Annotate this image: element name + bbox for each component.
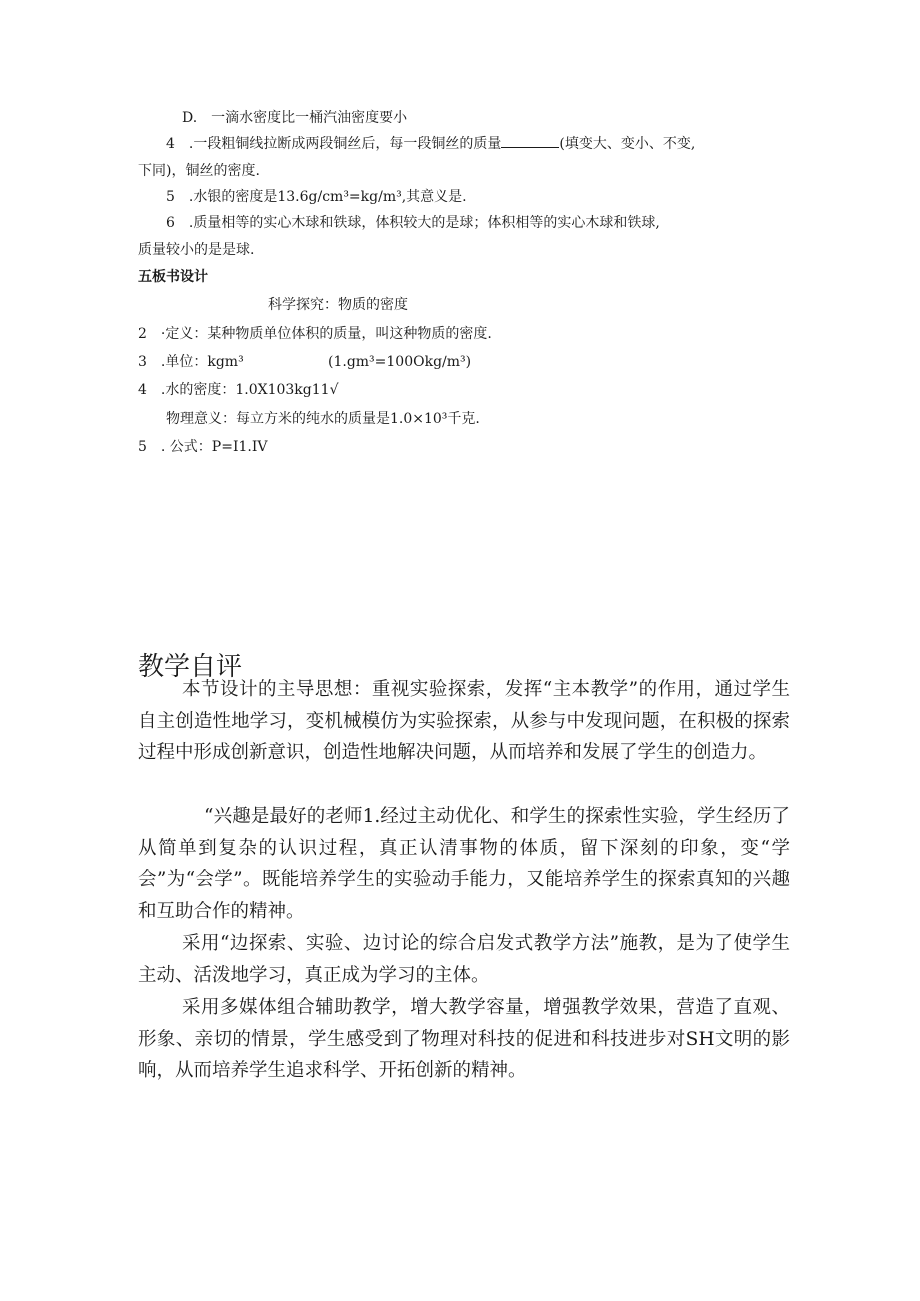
review-paragraph-1: 本节设计的主导思想：重视实验探索，发挥“主本教学”的作用，通过学生自主创造性地学习，变机械模仿为实验探索，从参与中发现问题，在积极的探索过程中形成创新意识，创造性地解决问题，从而培养和发展了学生的创造力。 [138,679,790,763]
review-paragraph-4: 采用多媒体组合辅助教学，增大教学容量，增强教学效果，营造了直观、形象、亲切的情景，学生感受到了物理对科技的促进和科技进步对SH文明的影响，从而培养学生追求科学、开拓创新的精神。 [138,997,790,1081]
question-6-line-1: 6 .质量相等的实心木球和铁球，体积较大的是球；体积相等的实心木球和铁球, [166,215,660,231]
question-6-line-2: 质量较小的是是球. [138,242,255,258]
unit-conversion-note: (1.gm³=100Okg∕m³) [328,354,472,370]
unit-item: 3 .单位：kgm³ [138,354,244,370]
review-paragraph-2: “兴趣是最好的老师1.经过主动优化、和学生的探索性实验，学生经历了从简单到复杂的认识过程，真正认清事物的体质，留下深刻的印象，变“学会”为“会学”。既能培养学生的实验动手能力，又能培养学生的探索真知的兴趣和互助合作的精神。 [138,806,790,922]
answer-blank [501,135,559,148]
self-review-title: 教学自评 [138,652,243,682]
review-paragraph-3: 采用“边探索、实验、边讨论的综合启发式教学方法”施教，是为了使学生主动、活泼地学习，真正成为学习的主体。 [138,933,790,986]
board-design-heading: 五板书设计 [138,269,208,285]
question-4-line-1 [166,135,695,153]
water-density-item: 4 .水的密度：1.0X103kg11√ [138,382,339,398]
physical-meaning: 物理意义：每立方米的纯水的质量是1.0×10³千克. [166,411,480,427]
question-4-hint: (填变大、变小、不变, [559,136,696,152]
question-5: 5 .水银的密度是13.6g/cm³=kg/m³,其意义是. [166,189,467,205]
formula-item: 5 . 公式：P=I1.IV [138,439,268,455]
board-design-topic: 科学探究：物质的密度 [268,297,408,313]
question-4-text: 4 .一段粗铜线拉断成两段铜丝后，每一段铜丝的质量 [166,136,502,152]
question-4-line-2: 下同)，铜丝的密度. [138,163,260,179]
definition-item: 2 ·定义：某种物质单位体积的质量，叫这种物质的密度. [138,326,492,342]
option-d: D. 一滴水密度比一桶汽油密度要小 [182,110,408,126]
